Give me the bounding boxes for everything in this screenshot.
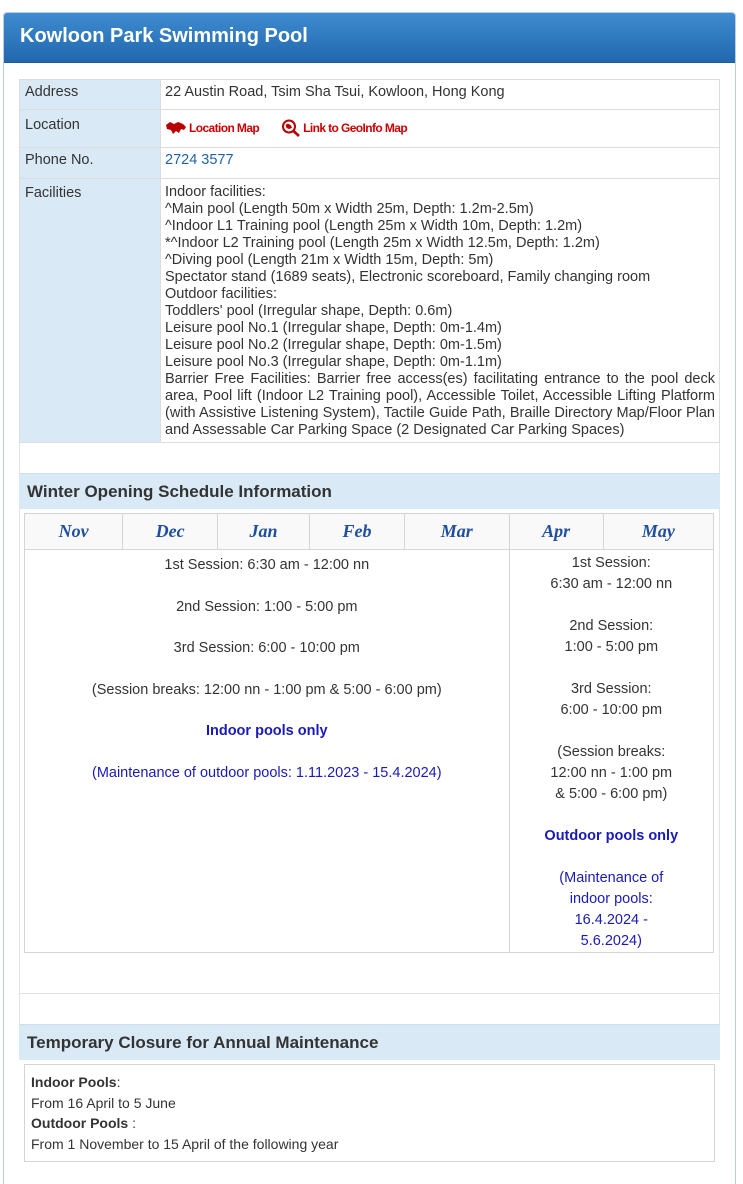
session-1-text: 1st Session: 6:30 am - 12:00 nn xyxy=(550,555,673,592)
month-header: Mar xyxy=(404,514,509,550)
indoor-closure-dates: From 16 April to 5 June xyxy=(31,1094,176,1111)
closure-title: Temporary Closure for Annual Maintenance xyxy=(19,1024,720,1060)
outdoor-closure-dates: From 1 November to 15 April of the following year xyxy=(31,1135,339,1152)
winter-schedule-title: Winter Opening Schedule Information xyxy=(19,473,720,509)
facility-line: Indoor facilities: xyxy=(165,184,266,200)
spacer xyxy=(19,994,720,1024)
magnifier-map-icon xyxy=(281,119,301,137)
page-title: Kowloon Park Swimming Pool xyxy=(4,13,735,63)
geoinfo-map-link[interactable] xyxy=(281,119,407,137)
location-label: Location xyxy=(20,110,161,148)
facility-line: ^Indoor L1 Training pool (Length 25m x Width 10m, Depth: 1.2m) xyxy=(165,218,583,234)
facility-line: Leisure pool No.1 (Irregular shape, Depth: 0m-1.4m) xyxy=(165,320,502,336)
month-header: Feb xyxy=(309,514,404,550)
winter-schedule-table xyxy=(24,513,714,953)
outdoor-only-note: Outdoor pools only xyxy=(544,828,679,844)
month-header-row xyxy=(25,514,714,550)
spacer xyxy=(19,443,720,473)
address-value: 22 Austin Road, Tsim Sha Tsui, Kowloon, Hong Kong xyxy=(161,80,720,110)
outdoor-pools-label: Outdoor Pools xyxy=(31,1115,129,1131)
outdoor-maintenance-note: (Maintenance of outdoor pools: 1.11.2023 - 15.4.2024) xyxy=(91,764,442,781)
facility-line: Leisure pool No.3 (Irregular shape, Depth: 0m-1.1m) xyxy=(165,354,502,370)
location-map-link[interactable] xyxy=(165,120,259,137)
month-header: Dec xyxy=(123,514,218,550)
facility-line: ^Main pool (Length 50m x Width 25m, Depth: 1.2m-2.5m) xyxy=(165,201,534,217)
facility-info-table xyxy=(19,79,720,443)
indoor-maintenance-note: (Maintenance of indoor pools: 16.4.2024 - 5.6.2024) xyxy=(559,870,664,949)
facilities-label: Facilities xyxy=(20,179,161,443)
phone-row xyxy=(20,148,720,179)
location-map-icon xyxy=(165,121,187,135)
session-breaks-text: (Session breaks: 12:00 nn - 1:00 pm & 5:00 - 6:00 pm) xyxy=(550,744,673,802)
location-map-label: Location Map xyxy=(189,120,260,135)
month-header: May xyxy=(603,514,713,550)
phone-label: Phone No. xyxy=(20,148,161,179)
month-header: Nov xyxy=(25,514,123,550)
phone-link[interactable]: 2724 3577 xyxy=(165,152,234,168)
location-links xyxy=(161,110,720,148)
session-2-text: 2nd Session: 1:00 - 5:00 pm xyxy=(564,618,659,655)
session-1-text: 1st Session: 6:30 am - 12:00 nn xyxy=(164,557,370,573)
address-label: Address xyxy=(20,80,161,110)
location-row xyxy=(20,110,720,148)
facility-line: Leisure pool No.2 (Irregular shape, Depth: 0m-1.5m) xyxy=(165,337,502,353)
month-header: Apr xyxy=(509,514,603,550)
facility-line: Toddlers' pool (Irregular shape, Depth: 0.6m) xyxy=(165,303,453,319)
winter-schedule-section xyxy=(19,509,720,994)
geoinfo-map-label: Link to GeoInfo Map xyxy=(303,120,408,135)
facilities-row xyxy=(20,179,720,443)
indoor-pools-label: Indoor Pools xyxy=(31,1074,117,1090)
pool-info-panel xyxy=(3,12,736,1184)
nov-to-mar-schedule xyxy=(25,550,510,953)
month-header: Jan xyxy=(218,514,310,550)
apr-may-schedule xyxy=(509,550,713,953)
indoor-only-note: Indoor pools only xyxy=(205,723,328,739)
session-3-text: 3rd Session: 6:00 - 10:00 pm xyxy=(173,640,360,656)
schedule-row xyxy=(25,550,714,953)
facilities-value xyxy=(161,179,720,443)
session-breaks-text: (Session breaks: 12:00 nn - 1:00 pm & 5:00 - 6:00 pm) xyxy=(91,681,442,698)
closure-details: Indoor Pools: From 16 April to 5 June Outdoor Pools : From 1 November to 15 April of the following year xyxy=(24,1064,715,1162)
session-2-text: 2nd Session: 1:00 - 5:00 pm xyxy=(176,598,358,615)
session-3-text: 3rd Session: 6:00 - 10:00 pm xyxy=(560,681,663,718)
facility-line: ^Diving pool (Length 21m x Width 15m, Depth: 5m) xyxy=(165,252,494,268)
facility-line: Outdoor facilities: xyxy=(165,286,278,302)
address-row xyxy=(20,80,720,110)
barrier-free-facilities: Barrier Free Facilities: Barrier free access(es) facilitating entrance to the pool deck area, Pool lift (Indoor L2 Training pool), Accessible Toilet, Accessible Lifting Platform (with Assistive Listening System), Tactile Guide Path, Braille Directory Map/Floor Plan and Assessable Car Parking Space (2 Designated Car Parking Spaces) xyxy=(165,371,715,438)
facility-line: *^Indoor L2 Training pool (Length 25m x Width 12.5m, Depth: 1.2m) xyxy=(165,235,600,251)
facility-line: Spectator stand (1689 seats), Electronic scoreboard, Family changing room xyxy=(165,269,651,285)
content-area xyxy=(19,79,720,1162)
